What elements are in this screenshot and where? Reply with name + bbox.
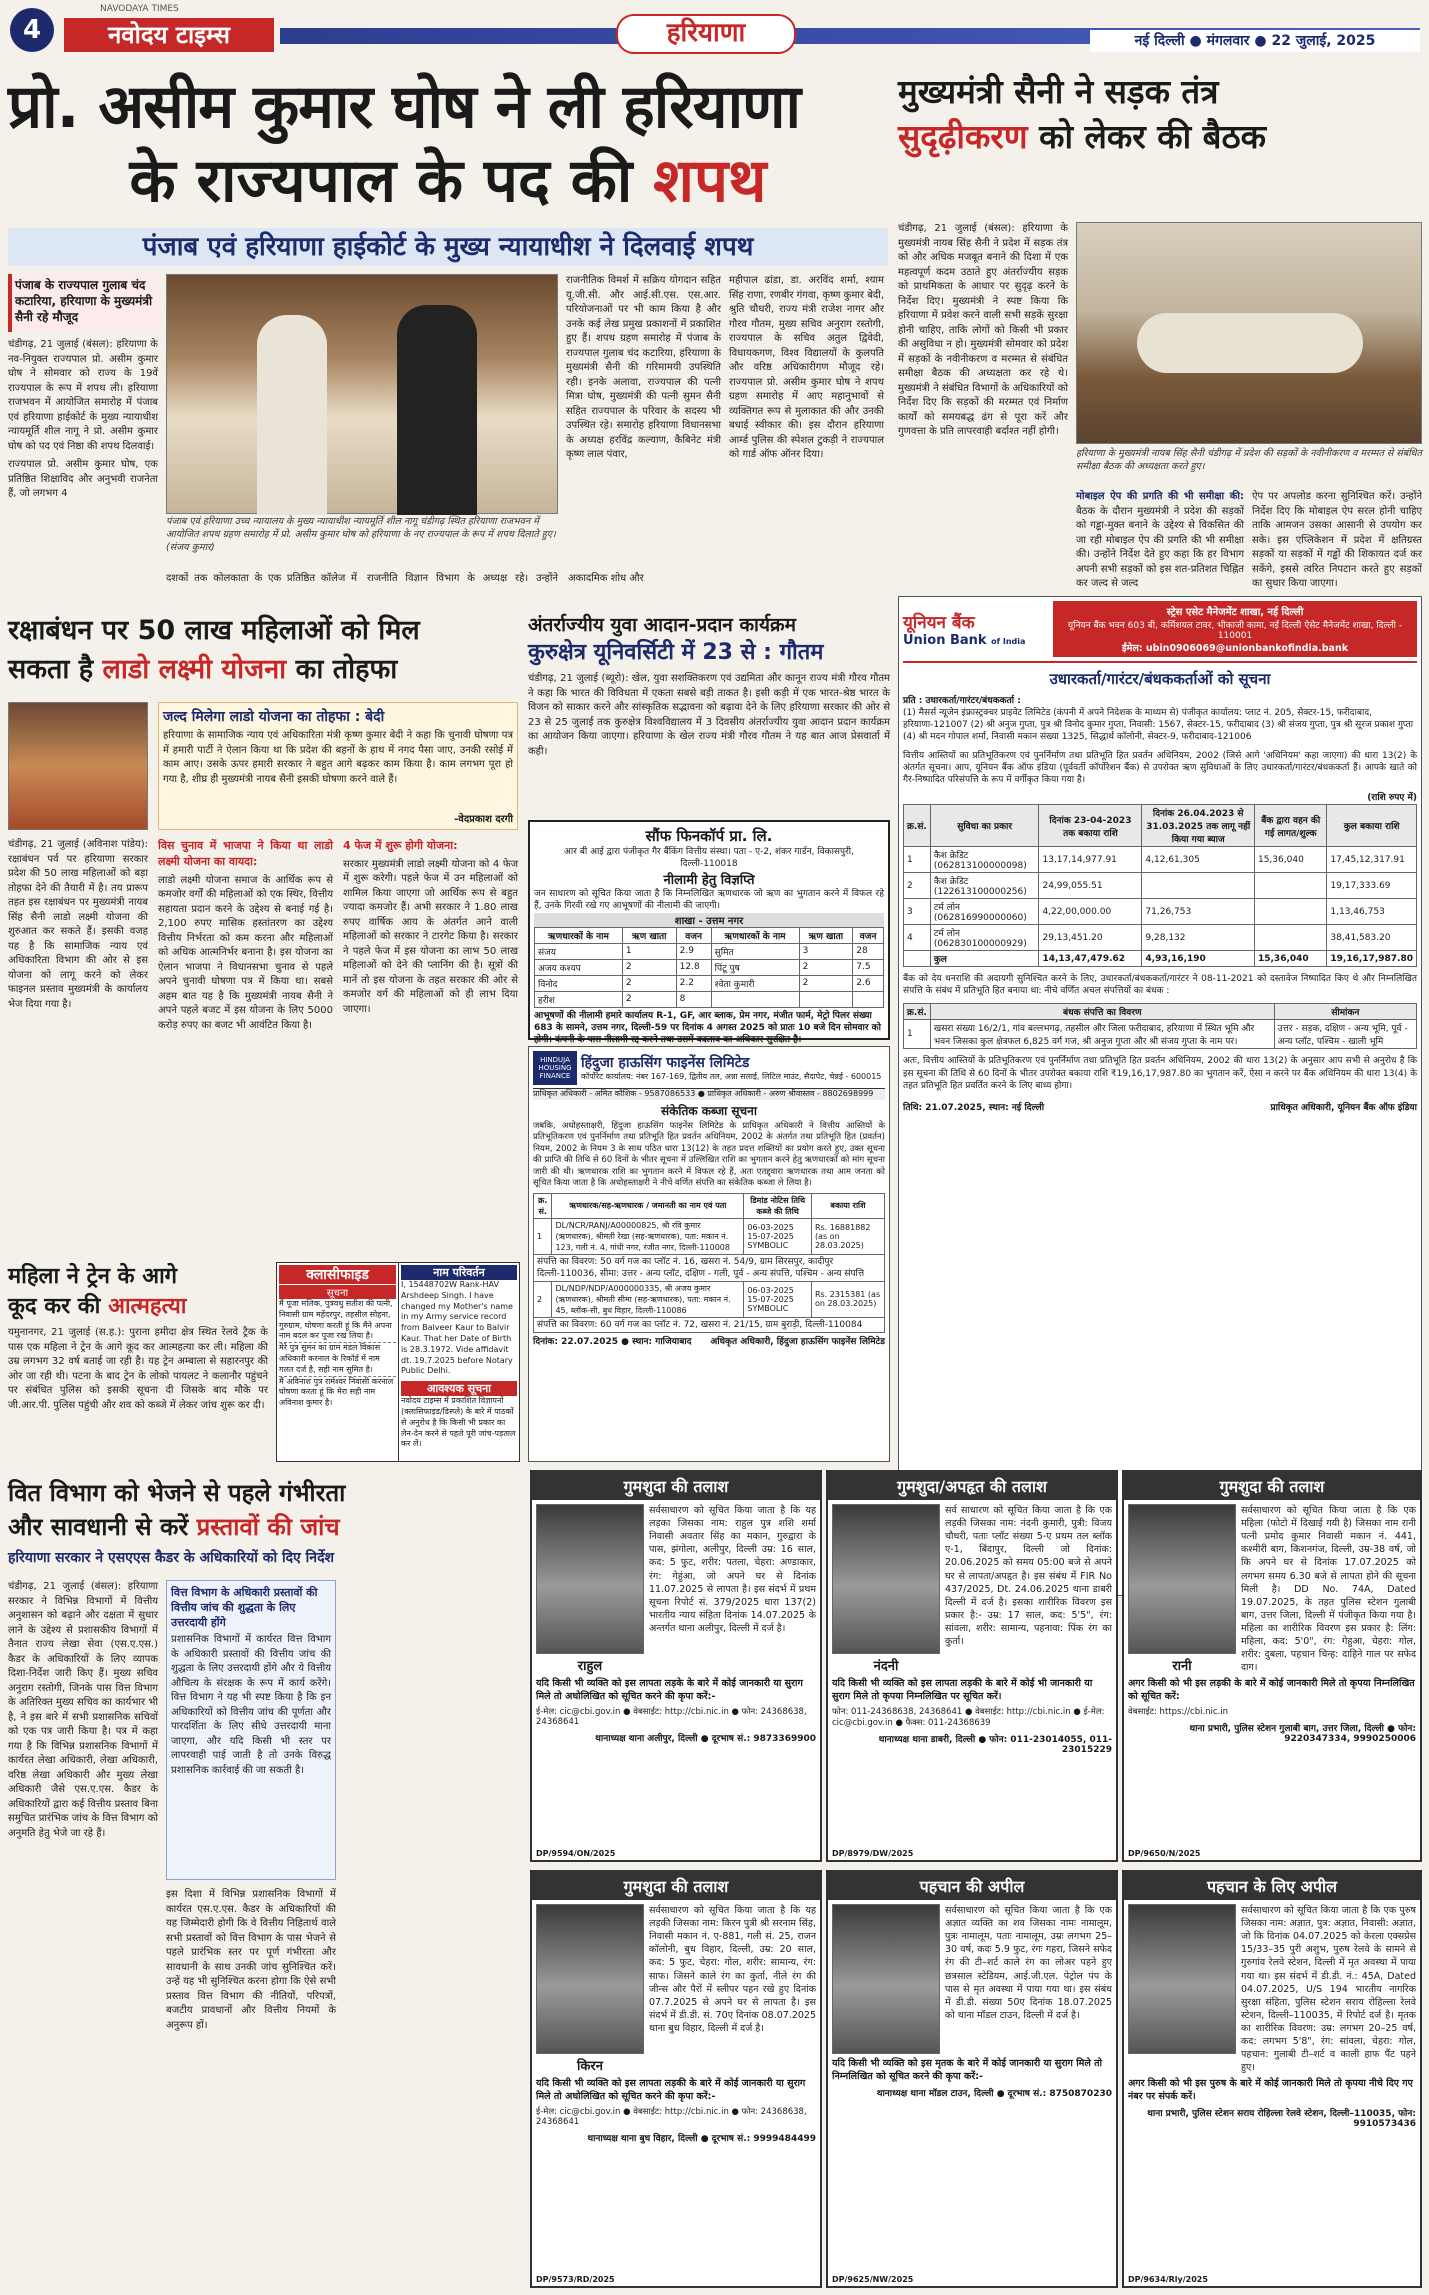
ub-cell: 4,22,00,000.00 <box>1039 899 1142 925</box>
ub-cell: कुल <box>930 951 1039 967</box>
hinduja-title: हिंदुजा हाऊसिंग फाइनेंस लिमिटेड <box>581 1055 750 1072</box>
lado-body-2 <box>158 838 333 1248</box>
sonth-cell <box>799 991 853 1007</box>
brand-logo: नवोदय टाइम्स <box>64 18 274 52</box>
ub-sched-header: क्र.सं. <box>904 1004 931 1020</box>
ub-col-header: बैंक द्वारा वहन की गई लागत/शुल्क <box>1254 805 1326 847</box>
missing-ad-contact: फोन: 011-24368638, 24368641 ● वेबसाईट: http://cbi.nic.in ● ई-मेल: cic@cbi.gov.in ● फैक्स: 011-24368639 <box>832 1706 1105 1728</box>
oath-photo <box>166 274 558 514</box>
ub-cell: 24,99,055.51 <box>1039 873 1142 899</box>
ub-cell: 9,28,132 <box>1142 925 1255 951</box>
table-row <box>535 991 884 1007</box>
missing-person-name: राहुल <box>577 1659 603 1674</box>
cm-sub-lead: मोबाइल ऐप की प्रगति की भी समीक्षा की: <box>1076 491 1244 502</box>
lado-photo <box>8 702 148 830</box>
table-row <box>535 975 884 991</box>
missing-person-photo <box>832 1504 940 1654</box>
ub-cell: 15,36,040 <box>1254 847 1326 873</box>
lado-headline-2c: का तोहफा <box>295 654 398 685</box>
lead-body-1 <box>8 338 158 598</box>
sonth-cell: 2.6 <box>853 975 884 991</box>
hinduja-header: डिमांड नोटिस तिथि कब्जे की तिथि <box>744 1193 812 1218</box>
hinduja-logo: HINDUJA HOUSING FINANCE <box>533 1051 577 1085</box>
sonth-cell: 2 <box>799 959 853 975</box>
cm-road-story <box>898 70 1422 590</box>
sonth-cell: अजय कश्यप <box>535 959 623 975</box>
sonth-header: वजन <box>853 927 884 943</box>
hinduja-contacts: प्राधिकृत अधिकारी - अमित कौशिक - 9587086533 ● प्राधिकृत अधिकारी - अरुण श्रीवास्तव - 8802698999 <box>533 1089 885 1100</box>
sonth-cell: संजय <box>535 943 623 959</box>
sonth-header: ऋण खाता <box>799 927 853 943</box>
sonth-table <box>534 927 884 1008</box>
hinduja-notice <box>528 1046 890 1462</box>
missing-ad-station: थानाध्यक्ष थाना मॉडल टाउन, दिल्ली ● दूरभाष सं.: 8750870230 <box>876 2088 1112 2099</box>
ub-cell: टर्म लोन (062816990000060) <box>930 899 1039 925</box>
missing-person-photo <box>536 1504 644 1654</box>
lead-highlight: पंजाब के राज्यपाल गुलाब चंद कटारिया, हरियाणा के मुख्यमंत्री सैनी रहे मौजूद <box>8 274 158 332</box>
union-bank-to: प्रति : उधारकर्ता/गारंटर/बंधककर्ता : <box>903 696 1021 706</box>
sonth-cell: हरीश <box>535 991 623 1007</box>
sonth-header: ऋणधारकों के नाम <box>535 927 623 943</box>
hinduja-cell: DL/NCR/RANJ/A00000825, श्री रवि कुमार (ऋणधारक), श्रीमती रेखा (सह-ऋणधारक), पता: मकान नं. 123, गली नं. 4, गांधी नगर, रंजीत नगर, दिल्ली-110008 <box>552 1218 744 1254</box>
hinduja-date: दिनांक: 22.07.2025 ● स्थान: गाजियाबाद <box>533 1337 692 1348</box>
hinduja-notice-title: संकेतिक कब्जा सूचना <box>661 1103 757 1118</box>
hinduja-cell: 06-03-2025 15-07-2025 SYMBOLIC <box>744 1281 812 1317</box>
ub-cell: 2 <box>904 873 931 899</box>
missing-ad-appeal: अगर किसी को भी इस लड़की के बारे में कोई जानकारी मिले तो कृपया निम्नलिखित को सूचित करें: <box>1128 1678 1415 1703</box>
missing-ad-contact: ई-मेल: cic@cbi.gov.in ● वेबसाईट: http://cbi.nic.in ● फोन: 24368638, 24368641 <box>536 1706 807 1727</box>
table-row <box>904 951 1417 967</box>
important-notice-body: नवोदय टाइम्स में प्रकाशित विज्ञापनों (क्लासिफाइड/डिस्प्ले) के बारे में पाठकों से अनुरोध है कि किसी भी प्रकार का लेन-देन करने से पहले पूरी जांच-पड़ताल कर लें। <box>401 1396 516 1449</box>
sonth-cell: 1 <box>622 943 676 959</box>
missing-ad-body: सर्वसाधारण को सूचित किया जाता है कि एक महिला (फोटो में दिखाई गयी है) जिसका नाम रानी पत्नी प्रमोद कुमार निवासी मकान नं. 441, कश्मीरी बाग, किशनगंज, दिल्ली, उम्र-38 वर्ष, जो कि अपने घर से दिनांक 17.07.2025 को लगभग समय 6.30 बजे से लापता होने की सूचना मिली है। DD No. 74A, Dated 19.07.2025, के तहत पुलिस स्टेशन गुलाबी बाग, उत्तर जिला, दिल्ली में पंजीकृत किया गया है। महिला का शारीरिक विवरण इस प्रकार है: लिंग: महिला, कद: 5'0", रंग: गेहुआ, चेहरा: गोल, शरीर: दुबला, पहचान चिन्ह: दाहिने गाल पर सफेद दाग। <box>1241 1505 1416 1674</box>
missing-person-photo <box>536 1904 644 2054</box>
classified-section <box>276 1262 520 1462</box>
ub-col-header: दिनांक 23-04-2023 तक बकाया राशि <box>1039 805 1142 847</box>
union-bank-brand: यूनियन बैंक <box>903 613 975 633</box>
hinduja-cell: Rs. 16881882 (as on 28.03.2025) <box>811 1218 884 1254</box>
missing-ad-title: गुमशुदा की तलाश <box>1124 1472 1420 1500</box>
union-bank-notice <box>898 596 1422 1596</box>
classified-subtitle: सूचना <box>279 1285 396 1299</box>
sonth-cell: पिंटू पुष <box>711 959 799 975</box>
section-label: हरियाणा <box>616 14 796 54</box>
finance-body-1: चंडीगढ़, 21 जुलाई (बंसल): हरियाणा सरकार ने विभिन्न विभागों में वित्तीय अनुशासन को बढ़ाने और दक्षता में सुधार लाने के उद्देश्य से प्रशासकीय विभागों में तैनात राज्य लेखा सेवा (एस.ए.एस.) कैडर के अधिकारियों के लिए व्यापक दिशा-निर्देश जारी किए हैं। मुख्य सचिव अनुराग रस्तोगी, जिनके पास वित्त विभाग के अतिरिक्त मुख्य सचिव का कार्यभार भी है, ने इस बारे में सभी प्रशासनिक सचिवों को एक पत्र जारी किया है। पत्र में कहा गया है कि विभिन्न प्रशासनिक विभागों में कार्यरत लेखा अधिकारी, लेखा अधिकारी, वरिष्ठ लेखा अधिकारी और मुख्य लेखा अधिकारी जैसे एस.ए.एस. कैडर के अधिकारियों द्वारा कई वित्तीय प्रस्ताव बिना समुचित प्रारंभिक जांच के वित्त विभाग को अनुमति हेतु भेजे जा रहे हैं। <box>8 1581 158 1839</box>
hinduja-cell: 06-03-2025 15-07-2025 SYMBOLIC <box>744 1218 812 1254</box>
lado-quote-box <box>158 702 518 830</box>
hinduja-cell: Rs. 2315381 (as on 28.03.2025) <box>811 1281 884 1317</box>
train-body: यमुनानगर, 21 जुलाई (स.ह.): पुराना हमीदा क्षेत्र स्थित रेलवे ट्रैक के पास एक महिला ने ट्रेन के आगे कूद कर आत्महत्या कर ली। महिला की उम्र लगभग 32 वर्ष बताई जा रही है। यह ट्रेन अम्बाला से सहारनपुर की ओर जा रही थी। पटना के बाद ट्रेन के लोको पायलट ने कलानौर पहुंचने पर संबंधित पुलिस को इसकी सूचना दी जिसके बाद मौके पर जी.आर.पी. पुलिस पहुंची और शव को कब्जे में लेकर जांच शुरू कर दी। <box>8 1327 268 1411</box>
missing-ad-contact: वेबसाईट: https://cbi.nic.in <box>1128 1707 1229 1718</box>
sonth-branch: शाखा - उत्तम नगर <box>534 913 884 927</box>
table-row <box>904 873 1417 899</box>
name-change-body: I, 15448702W Rank-HAV Arshdeep Singh. I have changed my Mother's name in my Army service record from Balveer Kaur to Balvir Kaur. That her Date of Birth is 28.3.1972. Vide affidavit dt. 19.7.2025 before Notary Public Delhi. <box>401 1280 513 1376</box>
masthead <box>0 0 1429 62</box>
ub-cell: 15,36,040 <box>1254 951 1326 967</box>
ub-cell <box>1142 873 1255 899</box>
missing-person-photo <box>1128 1904 1236 2054</box>
missing-person-ad <box>530 1470 822 1862</box>
lead-story <box>8 70 888 600</box>
sonth-cell: श्वेता कुमारी <box>711 975 799 991</box>
ub-cell: 29,13,451.20 <box>1039 925 1142 951</box>
sonth-cell: 8 <box>676 991 711 1007</box>
finance-headline-2a: और सावधानी से करें <box>8 1513 189 1541</box>
lead-body-under: दशकों तक कोलकाता के एक प्रतिष्ठित कॉलेज में राजनीति विज्ञान विभाग के अध्यक्ष रहे। उन्होंने अकादमिक शोध और <box>166 573 644 584</box>
missing-person-ad <box>826 1470 1118 1862</box>
lado-quote-body: हरियाणा के सामाजिक न्याय एवं अधिकारिता मंत्री कृष्ण कुमार बेदी ने कहा कि चुनावी घोषणा पत्र में हमारी पार्टी ने ऐलान किया था कि प्रदेश की बहनों के हाथ में नगद पैसा जाए, उनकी रसोई में काम आए। उसके ऊपर हमारी सरकार ने बहुत आगे बढ़कर काम किया है। काम लगभग पूरा हो गया है, शीघ्र ही मुख्यमंत्री नायब सैनी इसकी घोषणा करने वाले हैं। <box>163 730 513 785</box>
cm-body-2-text: बैठक के दौरान मुख्यमंत्री ने प्रदेश की सड़कों को गड्ढा-मुक्त बनाने के उद्देश्य से विकसित की जा रही मोबाइल ऐप की प्रगति की भी समीक्षा की। उन्होंने निर्देश देते हुए कहा कि हर विभाग अपनी सभी सड़कों को इस शत-प्रतिशत चिह्नित कर जल्द से जल्द <box>1076 505 1244 589</box>
lado-subhead-1: विस चुनाव में भाजपा ने किया था लाडो लक्ष्मी योजना का वायदा: <box>158 839 333 868</box>
ub-cell: 19,17,333.69 <box>1327 873 1417 899</box>
missing-ad-contact: ई-मेल: cic@cbi.gov.in ● वेबसाईट: http://cbi.nic.in ● फोन: 24368638, 24368641 <box>536 2106 807 2127</box>
lado-headline-1: रक्षाबंधन पर 50 लाख महिलाओं को मिल <box>8 615 420 646</box>
missing-ad-code: DP/9573/RD/2025 <box>536 2275 615 2284</box>
sonth-cell: 2 <box>622 975 676 991</box>
hinduja-cell: 1 <box>534 1218 552 1254</box>
union-bank-dues-table <box>903 804 1417 967</box>
lead-headline-2 <box>8 144 888 218</box>
hinduja-body: जबकि, अधोहस्ताक्षरी, हिंदुजा हाऊसिंग फाइनेंस लिमिटेड के प्राधिकृत अधिकारी ने वित्तीय आस्तियों के प्रतिभूतिकरण एवं पुनर्निर्माण तथा प्रतिभूति हित प्रवर्तन अधिनियम, 2002 के अंतर्गत तथा प्रतिभूति हित (प्रवर्तन) नियम, 2002 के नियम 3 के साथ पठित धारा 13(12) के तहत प्रदत्त शक्तियों का प्रयोग करते हुए, उक्त सूचना की प्राप्ति की तिथि से 60 दिनों के भीतर सूचना में उल्लिखित राशि का भुगतान करने हेतु ऋणधारकों को मांग सूचना जारी की थी। ऋणधारक राशि का भुगतान करने में विफल रहे हैं, अतः एतद्द्वारा ऋणधारक तथा आम जनता को सूचित किया जाता है कि अधोहस्ताक्षरी ने नीचे वर्णित संपत्ति का संकेतिक कब्जा ले लिया है। <box>533 1120 885 1189</box>
lead-body-1a: चंडीगढ़, 21 जुलाई (बंसल): हरियाणा के नव-नियुक्त राज्यपाल प्रो. असीम कुमार घोष ने सोमवार को राज्य के 19वें राज्यपाल के रूप में शपथ ली। हरियाणा राजभवन में आयोजित समारोह में पंजाब एवं हरियाणा हाईकोर्ट के मुख्य न्यायाधीश न्यायमूर्ति शील नागू ने प्रो. असीम कुमार घोष को पद एवं निष्ठा की शपथ दिलवाई। <box>8 339 158 452</box>
sonth-cell: 2.9 <box>676 943 711 959</box>
missing-ad-appeal: अगर किसी को भी इस पुरुष के बारे में कोई जानकारी मिले तो कृपया नीचे दिए गए नंबर पर संपर्क करें। <box>1128 2078 1413 2103</box>
ub-cell: 4,93,16,190 <box>1142 951 1255 967</box>
ub-cell: 14,13,47,479.62 <box>1039 951 1142 967</box>
missing-ad-station: थानाध्यक्ष थाना डाबरी, दिल्ली ● फोन: 011-23014055, 011-23015229 <box>878 1734 1112 1755</box>
missing-ad-code: DP/8979/DW/2025 <box>832 1849 914 1858</box>
important-notice-title: आवश्यक सूचना <box>401 1381 517 1396</box>
union-bank-closing: अतः, वित्तीय आस्तियों के प्रतिभूतिकरण एवं पुनर्निर्माण तथा प्रतिभूति हित प्रवर्तन अधिनियम, 2002 की धारा 13(2) के अनुसार आप सभी से अनुरोध है कि इस सूचना की तिथि से 60 दिनों के भीतर उपरोक्त बकाया राशि ₹19,16,17,987.80 का भुगतान करें, ऐसा न करने पर बैंक अधिनियम की धारा 13(4) के तहत प्रतिभूति हित प्रवर्तित करने के लिए बाध्य होगा। <box>903 1056 1417 1091</box>
classified-title: क्लासीफाइड <box>279 1265 396 1284</box>
hinduja-office: कॉर्पोरेट कार्यालय: नंबर 167-169, द्वितीय तल, अन्ना सलाई, लिटिल माउंट, सैदापेट, चेन्नई - 600015 <box>581 1072 882 1082</box>
ub-cell: 1 <box>904 847 931 873</box>
cm-headline-1: मुख्यमंत्री सैनी ने सड़क तंत्र <box>898 72 1219 111</box>
table-row <box>535 943 884 959</box>
lado-headline-2b: लाडो लक्ष्मी योजना <box>102 654 287 685</box>
classified-item-2: मेरे पुत्र सुमन का ग्राम मंडल विकास अधिकारी करनाल के रिकॉर्ड में नाम गलत दर्ज है, सही नाम सुमित है। <box>279 1343 396 1376</box>
sonth-cell: 7.5 <box>853 959 884 975</box>
missing-ad-code: DP/9634/Rly/2025 <box>1128 2275 1208 2284</box>
ub-cell: 1,13,46,753 <box>1327 899 1417 925</box>
ub-col-header: क्र.सं. <box>904 805 931 847</box>
train-headline-1: महिला ने ट्रेन के आगे <box>8 1264 178 1289</box>
table-row <box>904 925 1417 951</box>
missing-ad-title: गुमशुदा की तलाश <box>532 1472 820 1500</box>
missing-ad-appeal: यदि किसी भी व्यक्ति को इस मृतक के बारे में कोई जानकारी या सुराग मिले तो निम्नलिखित को सूचित करने की कृपा करें:- <box>832 2058 1102 2082</box>
union-bank-footer: बैंक को देय धनराशि की अदायगी सुनिश्चित करने के लिए, उधारकर्ता/बंधककर्ता/गारंटर ने 08-11-2021 को दस्तावेज निष्पादित किए थे और निम्नलिखित संपत्ति के संबंध में प्रतिभूति हित बनाया था: नीचे वर्णित अचल संपत्तियों का बंधक : <box>903 974 1417 997</box>
missing-ad-code: DP/9594/ON/2025 <box>536 1849 616 1858</box>
missing-ad-code: DP/9650/N/2025 <box>1128 1849 1201 1858</box>
union-bank-body: वित्तीय आस्तियों का प्रतिभूतिकरण एवं पुनर्निर्माण तथा प्रतिभूति हित प्रवर्तन अधिनियम, 2002 (जिसे आगे 'अधिनियम' कहा जाएगा) की धारा 13(2) के अंतर्गत सूचना। आप, यूनियन बैंक ऑफ इंडिया (पूर्ववर्ती कॉर्पोरेशन बैंक) से उपरोक्त ऋण सुविधाओं के लिए उधारकर्ता/गारंटर/बंधककर्ता हैं। आपके खाते को गैर-निष्पादित परिसंपत्ति के रूप में वर्गीकृत किया गया है। <box>903 750 1417 785</box>
hinduja-table <box>533 1193 885 1333</box>
sonth-header: वजन <box>676 927 711 943</box>
sonth-header: ऋणधारकों के नाम <box>711 927 799 943</box>
missing-ad-body: सर्वसाधारण को सूचित किया जाता है कि यह लड़की जिसका नाम: किरन पुत्री श्री सरनाम सिंह, निवासी मकान नं. ए-881, गली सं. 25, राजन कॉलोनी, बुध विहार, दिल्ली, उम्र: 20 साल, कद: 5 फुट, चेहरा: गोल, शरीर: सामान्य, रंग: साफ। जिसने काले रंग का कुर्ता, नीले रंग की जीन्स और पैरों में स्लीपर पहन रखे हुए दिनांक 07.7.2025 से अपने घर से लापता है। इस संदर्भ में डी.डी. सं. 70ए दिनांक 08.07.2025 थाना बुध विहार, दिल्ली में दर्ज है। <box>649 1905 816 2034</box>
sonth-cell: 28 <box>853 943 884 959</box>
missing-ad-body: सर्व साधारण को सूचित किया जाता है कि एक लड़की जिसका नाम: नंदनी कुमारी, पुत्री: विजय चौधरी, पताः प्लॉट संख्या 5-ए प्रथम तल ब्लॉक ए-1, बिंदापुर, दिल्ली जो दिनांक: 20.06.2025 को समय 05:00 बजे से अपने घर से लापता/अपहृत है। इस संबंध में FIR No 437/2025, Dt. 24.06.2025 थाना डाबरी दिल्ली में दर्ज है। इसका शारीरिक विवरण इस प्रकार है:- उम्र: 17 साल, कद: 5'5", रंग: सांवला, शरीर: सामान्य, पहनावा: पिंक रंग का कुर्ता। <box>945 1505 1112 1648</box>
union-bank-email: ईमेल: ubin0906069@unionbankofindia.bank <box>1121 643 1349 654</box>
finance-story <box>8 1476 518 2288</box>
youth-story <box>528 612 890 812</box>
lead-body-3: महीपाल ढांडा, डा. अरविंद शर्मा, श्याम सिंह राणा, रणबीर गंगवा, कृष्ण कुमार बेदी, श्रुति चौधरी, राज्य मंत्री राजेश नागर और गौरव गौतम, मुख्य सचिव अनुराग रस्तोगी, राज्यपाल के सचिव अतुल द्विवेदी, विधायकगण, विश्व विद्यालयों के कुलपति और वरिष्ठ अधिकारीगण मौजूद रहे। राज्यपाल प्रो. असीम कुमार घोष ने शपथ ग्रहण समारोह में आए महानुभावों से व्यक्तिगत रूप से मुलाकात की और उनकी बधाई स्वीकार की। इस दौरान हरियाणा आर्म्ड पुलिस की स्पेशल टुकड़ी ने राज्यपाल को गार्ड ऑफ ऑनर दिया। <box>729 275 884 460</box>
union-bank-schedule-table <box>903 1003 1417 1049</box>
missing-person-name: रानी <box>1172 1659 1192 1674</box>
cm-headline-2 <box>898 114 1422 160</box>
lead-headline-2a: के राज्यपाल के पद की <box>129 146 633 216</box>
ub-sched-header: सीमांकन <box>1274 1004 1416 1020</box>
youth-headline-2: कुरुक्षेत्र यूनिवर्सिटी में 23 से : गौतम <box>528 640 824 665</box>
train-story <box>8 1262 268 1462</box>
table-row <box>904 847 1417 873</box>
missing-ad-body: सर्वसाधारण को सूचित किया जाता है कि एक अज्ञात व्यक्ति का शव जिसका नामः नामालूम, पुत्रः नामालूम, पताः नामालूम, उम्रः लगभग 25–30 वर्ष, कदः 5.9 फुट, रंगः गहरा, जिसने सफेद रंग की टी–शर्ट काले रंग का लोअर पहने हुए छत्रसाल स्टेडियम, आई.जी.एल. पेट्रोल पंप के पास से मृत अवस्था में पाया गया था। इस संबंध में डी.डी. संख्या 50ए दिनांक 18.07.2025 को थाना मॉडल टाउन, दिल्ली में दर्ज है। <box>945 1905 1112 2021</box>
union-bank-parties: (1) मैसर्स न्यूजेन इंफ्रास्ट्रक्चर प्राइवेट लिमिटेड (कंपनी में अपने निदेशक के माध्यम से) पंजीकृत कार्यालय: प्लाट नं. 205, सेक्टर-15, फरीदाबाद, हरियाणा-121007 (2) श्री अनुज गुप्ता, पुत्र श्री विनोद कुमार गुप्ता, निवासी: 1567, सेक्टर-15, फरीदाबाद (3) श्री संजय गुप्ता, पुत्र श्री सूरज प्रकाश गुप्ता (4) श्री मदन गोपाल शर्मा, निवासी मकान संख्या 1325, सिद्धार्थ कॉलोनी, सेक्टर-9, फरीदाबाद-121006 <box>903 708 1414 743</box>
dateline: नई दिल्ली ● मंगलवार ● 22 जुलाई, 2025 <box>1090 30 1420 52</box>
classified-item-3: मैं अविनाश पुत्र रामेश्वर निवासी करनाल घोषणा करता हूं कि मेरा सही नाम अविनाश कुमार है। <box>279 1376 394 1408</box>
union-bank-notice-title: उधारकर्ता/गारंटर/बंधककर्ताओं को सूचना <box>1049 670 1271 688</box>
missing-ad-station: थाना प्रभारी, पुलिस स्टेशन गुलाबी बाग, उत्तर जिला, दिल्ली ● फोन: 9220347334, 9990250006 <box>1189 1724 1416 1745</box>
classified-item-1: मैं पूजा मलिक, पुत्रवधु सतीश की पत्नी, निवासी ग्राम महेंदरपुर, तहसील सोहना, गुरुग्राम, घोषणा करती हूं कि मैंने अपना नाम बदल कर पूजा रख लिया है। <box>279 1299 396 1343</box>
sonth-cell: 2 <box>622 959 676 975</box>
finance-box <box>166 1580 336 1880</box>
ub-cell: 19,16,17,987.80 <box>1327 951 1417 967</box>
ub-cell: 17,45,12,317.91 <box>1327 847 1417 873</box>
ub-cell: 71,26,753 <box>1142 899 1255 925</box>
missing-ad-title: गुमशुदा/अपहृत की तलाश <box>828 1472 1116 1500</box>
sonth-footer: आभूषणों की नीलामी हमारे कार्यालय R-1, GF, आर ब्लाक, प्रेम नगर, मंजीत फार्म, मेट्रो पिलर संख्या 683 के सामने, उत्तम नगर, दिल्ली-59 पर दिनांक 4 अगस्त 2025 को प्रातः 10 बजे दिन सोमवार को होगी। कंपनी के पास नीलामी रद्द करने तथा उसमें बदलाव का अधिकार सुरक्षित है। <box>534 1010 881 1045</box>
missing-person-photo <box>1128 1504 1236 1654</box>
lead-headline-1: प्रो. असीम कुमार घोष ने ली हरियाणा <box>8 72 801 142</box>
finance-headline-1: वित विभाग को भेजने से पहले गंभीरता <box>8 1479 346 1507</box>
oath-photo-caption: पंजाब एवं हरियाणा उच्च न्यायालय के मुख्य न्यायाधीश न्यायमूर्ति शील नागू चंडीगढ़ स्थित हरियाणा राजभवन में आयोजित शपथ ग्रहण समारोह में प्रो. असीम कुमार घोष को हरियाणा के नए राज्यपाल के रूप में शपथ दिलाते हुए। (संजय कुमार) <box>166 516 556 553</box>
hinduja-sign: अधिकृत अधिकारी, हिंदुजा हाऊसिंग फाइनेंस लिमिटेड <box>710 1337 885 1348</box>
cm-photo-caption: हरियाणा के मुख्यमंत्री नायब सिंह सैनी चंडीगढ़ में प्रदेश की सड़कों के नवीनीकरण व मरम्मत से संबंधित समीक्षा बैठक की अध्यक्षता करते हुए। <box>1076 448 1422 472</box>
ub-sched-cell: खसरा संख्या 16/2/1, गांव बल्लभगढ़, तहसील और जिला फरीदाबाद, हरियाणा में स्थित भूमि और भवन जिसका कुल क्षेत्रफल 6,825 वर्ग गज, श्री अनुज गुप्ता और श्री संजय गुप्ता के नाम पर। <box>930 1020 1274 1049</box>
sonth-cell: 2 <box>799 975 853 991</box>
missing-ad-station: थानाध्यक्ष थाना अलीपुर, दिल्ली ● दूरभाष सं.: 9873369900 <box>595 1733 816 1744</box>
sonth-intro: जन साधारण को सूचित किया जाता है कि निम्नलिखित ऋणधारक जो ऋण का भुगतान करने में विफल रहे हैं, उनके गिरवी रखे गए आभूषणों की नीलामी की जाएगी। <box>534 889 884 912</box>
missing-person-name: किरन <box>577 2059 603 2074</box>
union-bank-branch: स्ट्रेस एसेट मैनेजमेंट शाखा, नई दिल्ली <box>1166 607 1304 618</box>
lado-subhead-2: 4 फेज में शुरू होगी योजना: <box>343 839 458 852</box>
missing-ad-appeal: यदि किसी भी व्यक्ति को इस लापता लड़की के बारे में कोई भी जानकारी या सुराग मिले तो कृपया निम्नलिखित पर सूचित करें। <box>832 1678 1093 1702</box>
union-bank-table-unit: (राशि रुपए में) <box>1367 792 1417 803</box>
ub-cell: 13,17,14,977.91 <box>1039 847 1142 873</box>
lado-body-1: चंडीगढ़, 21 जुलाई (अविनाश पांडेय): रक्षाबंधन पर्व पर हरियाणा सरकार प्रदेश की 50 लाख महिलाओं को बड़ा तोहफा देने की तैयारी में है। तय प्रारूप तहत इस रक्षाबंधन पर मुख्यमंत्री नायब सिंह सैनी लाडो लक्ष्मी योजना की शुरुआत कर सकते हैं। इसकी वजह यह है कि सामाजिक न्याय एवं अधिकारिता विभाग की ओर से इस योजना को लागू करने को लेकर फाइनल प्रस्ताव मुख्यमंत्री के कार्यालय भेज दिया गया है। <box>8 839 148 1010</box>
page-number: 4 <box>10 8 54 52</box>
cm-body-3: ऐप पर अपलोड करना सुनिश्चित करें। उन्होंने निर्देश दिए कि मोबाइल ऐप सरल होनी चाहिए ताकि आमजन उसका आसानी से उपयोग कर सके। इस एप्लिकेशन में प्रदेश में क्षतिग्रस्त सड़कों या सड़कों में गड्ढों की शिकायत दर्ज कर सकेंगे, इससे त्वरित निपटान करते हुए सड़कों का सुधार किया जाएगा। <box>1252 491 1422 589</box>
missing-person-ad <box>826 1870 1118 2288</box>
hinduja-property-2: संपत्ति का विवरण: 60 वर्ग गज का प्लॉट नं. 72, खसरा नं. 21/15, ग्राम बुराड़ी, दिल्ली-110084 <box>534 1317 885 1332</box>
missing-ad-body: सर्वसाधारण को सूचित किया जाता है कि एक पुरुष जिसका नाम: अज्ञात, पुत्र: अज्ञात, निवासी: अज्ञात, जो कि दिनांक 04.07.2025 को केरला एक्सप्रेस 15/33–35 पुरी अशुभ, पुरुष रेलवे के सामने से गुरुगांव रेलवे स्टेशन, दिल्ली में मृत अवस्था में पाया गया था। इस संदर्भ में डी.डी. नं.: 45A, Dated 04.07.2025, U/S 194 भारतीय नागरिक सुरक्षा संहिता, पुलिस स्टेशन सराय रोहिल्ला रेलवे स्टेशन, दिल्ली–110035, में रिपोर्ट दर्ज है। मृतक का शारीरिक विवरण: उम्र: लगभग 20–25 वर्ष, कद: लगभग 5'8", रंग: सांवला, चेहरा: गोल, पहचान: गुलाबी टी–शर्ट व काली हाफ पैंट पहने हुए। <box>1241 1905 1416 2074</box>
missing-person-ad <box>1122 1470 1422 1862</box>
cm-body: चंडीगढ़, 21 जुलाई (बंसल): हरियाणा के मुख्यमंत्री नायब सिंह सैनी ने प्रदेश में सड़क तंत्र को और अधिक मजबूत बनाने की दिशा में एक महत्वपूर्ण कदम उठाते हुए अंतर्राज्यीय सड़क को प्राथमिकता के आधार पर सुदृढ़ करने के निर्देश दिए। मुख्यमंत्री ने स्पष्ट किया कि हरियाणा में प्रवेश करने वाली सभी सड़कें सुरक्षा होनी चाहिए, ताकि लोगों को किसी भी प्रकार की असुविधा न हो। मुख्यमंत्री सोमवार को प्रदेश में सड़कों के नवीनीकरण व मरम्मत से संबंधित समीक्षा बैठक की अध्यक्षता कर रहे थे। मुख्यमंत्री ने संबंधित विभागों के अधिकारियों को निर्देश दिए कि सड़कों की मरम्मत एवं निर्माण कार्यों को समयबद्ध ढंग से पूरा करें और गुणवत्ता के प्रति लापरवाही बर्दाश्त नहीं होगी। <box>898 223 1068 437</box>
sonth-cell: 12.8 <box>676 959 711 975</box>
lead-body-1b: राज्यपाल प्रो. असीम कुमार घोष, एक प्रतिष्ठित शिक्षाविद और अनुभवी राजनेता हैं, जो लगभग 4 <box>8 459 158 499</box>
sonth-auction-ad <box>528 820 890 1045</box>
ub-cell <box>904 951 931 967</box>
missing-ad-appeal: यदि किसी भी व्यक्ति को इस लापता लड़के के बारे में कोई जानकारी या सुराग मिले तो अधोलिखित को सूचित करने की कृपा करें:- <box>536 1678 803 1702</box>
ub-sched-cell: उत्तर - सड़क, दक्षिण - अन्य भूमि, पूर्व - अन्य प्लॉट, पश्चिम - खाली भूमि <box>1274 1020 1416 1049</box>
sonth-cell <box>853 991 884 1007</box>
sonth-header: ऋण खाता <box>622 927 676 943</box>
hinduja-header: क्र. सं. <box>534 1193 552 1218</box>
ub-cell: 3 <box>904 899 931 925</box>
union-bank-brand-en: Union Bank <box>903 633 987 648</box>
sonth-cell: 3 <box>799 943 853 959</box>
missing-ad-body: सर्वसाधारण को सूचित किया जाता है कि यह लड़का जिसका नाम: राहुल पुत्र शशि शर्मा निवासी अवतार सिंह का मकान, गुरुद्वारा के पास, झंगोला, अलीपुर, दिल्ली उम्र: 16 साल, कद: 5 फुट, शरीर: पतला, चेहरा: अण्डाकार, रंग: गेहुंआ, जो अपने घर से दिनांक 11.07.2025 से लापता है। इस संदर्भ में प्रथम सूचना रिपोर्ट सं. 379/2025 धारा 137(2) भारतीय न्याय संहिता दिनांक 14.07.2025 के अन्तर्गत थाना अलीपुर, दिल्ली में दर्ज है। <box>649 1505 816 1634</box>
table-row <box>904 899 1417 925</box>
lead-headline-2b: शपथ <box>653 146 767 216</box>
train-headline-2b: आत्महत्या <box>108 1294 187 1319</box>
missing-person-ad <box>1122 1870 1422 2288</box>
sonth-cell: सुमित <box>711 943 799 959</box>
lado-quote-title: जल्द मिलेगा लाडो योजना का तोहफा : बेदी <box>163 709 385 725</box>
missing-ad-title: पहचान के लिए अपील <box>1124 1872 1420 1900</box>
union-bank-place: तिथि: 21.07.2025, स्थान: नई दिल्ली <box>903 1102 1045 1113</box>
ub-cell: कैश क्रेडिट (062813100000098) <box>930 847 1039 873</box>
hinduja-cell: DL/NDP/NDP/A000000335, श्री अजय कुमार (ऋणधारक), श्रीमती सीमा (सह-ऋणधारक), पता: मकान नं. 45, ब्लॉक-सी, बुध विहार, दिल्ली-110086 <box>552 1281 744 1317</box>
missing-persons-grid <box>530 1470 1422 2288</box>
hinduja-header: बकाया राशि <box>811 1193 884 1218</box>
ub-sched-header: बंधक संपत्ति का विवरण <box>930 1004 1274 1020</box>
train-headline-2a: कूद कर की <box>8 1294 101 1319</box>
ub-cell <box>1254 873 1326 899</box>
finance-subhead: हरियाणा सरकार ने एसएएस कैडर के अधिकारियों को दिए निर्देश <box>8 1550 335 1566</box>
missing-person-ad <box>530 1870 822 2288</box>
finance-box-body: प्रशासनिक विभागों में कार्यरत वित्त विभाग के अधिकारी प्रस्तावों की वित्तीय जांच की शुद्धता के लिए उत्तरदायी होंगे और ये वित्तीय औचित्य के संरक्षक के रूप में कार्य करेंगे। वित्त विभाग ने यह भी स्पष्ट किया है कि इन अधिकारियों को वित्तीय जांच की पूर्णता और पारदर्शिता के लिए सीधे उत्तरदायी माना जाएगा, और यदि किसी भी स्तर पर लापरवाही पाई जाती है तो उनके विरुद्ध प्रशासनिक कार्रवाई की जा सकती है। <box>171 1634 331 1776</box>
ub-col-header: सुविधा का प्रकार <box>930 805 1039 847</box>
ub-cell <box>1254 925 1326 951</box>
hinduja-header: ऋणधारक/सह-ऋणधारक / जमानती का नाम एवं पता <box>552 1193 744 1218</box>
hinduja-property-1: संपत्ति का विवरण: 50 वर्ग गज का प्लॉट नं. 16, खसरा नं. 54/9, ग्राम सिरसपुर, कादीपुर दिल्ली-110036, सीमा: उत्तर - अन्य प्लॉट, दक्षिण - गली, पूर्व - अन्य संपत्ति, पश्चिम - अन्य संपत्ति <box>534 1254 885 1281</box>
lado-story <box>8 612 518 1252</box>
missing-person-photo <box>832 1904 940 2054</box>
sonth-cell: 2 <box>622 991 676 1007</box>
ub-cell: 4 <box>904 925 931 951</box>
lead-subhead: पंजाब एवं हरियाणा हाईकोर्ट के मुख्य न्यायाधीश ने दिलवाई शपथ <box>8 228 888 266</box>
sonth-cell: विनोद <box>535 975 623 991</box>
union-bank-logo <box>903 610 1053 648</box>
ub-col-header: कुल बकाया राशि <box>1327 805 1417 847</box>
table-row <box>535 959 884 975</box>
lead-body-2: राजनीतिक विमर्श में सक्रिय योगदान सहित यू.जी.सी. और आई.सी.एस. एस.आर. परियोजनाओं पर भी काम किया है और उनके कई लेख प्रमुख प्रकाशनों में प्रकाशित हुए हैं। शपथ ग्रहण समारोह में पंजाब के राज्यपाल गुलाब चंद कटारिया, हरियाणा के मुख्यमंत्री सैनी की गरिमामयी उपस्थिति रही। इनके अलावा, राज्यपाल की पत्नी मित्रा घोष, मुख्यमंत्री की पत्नी सुमन सैनी सहित राज्यपाल के परिवार के सदस्य भी उपस्थित रहे। समारोह हरियाणा विधानसभा के अध्यक्ष हरविंद्र कल्याण, कैबिनेट मंत्री कृष्ण लाल पंवार, <box>566 275 721 460</box>
union-bank-address: यूनियन बैंक भवन 603 बी, कर्मिशयल टावर, भीकाजी कामा, नई दिल्ली ऐसेट मैनेजमेंट शाखा, दिल्ली - 110001 <box>1067 621 1403 641</box>
ub-sched-cell: 1 <box>904 1020 931 1049</box>
missing-person-name: नंदनी <box>873 1659 899 1674</box>
finance-body-2: इस दिशा में विभिन्न प्रशासनिक विभागों में कार्यरत एस.ए.एस. कैडर के अधिकारियों की यह जिम्मेदारी होगी कि वे वित्तीय निहितार्थ वाले सभी प्रस्तावों को वित्त विभाग के पास भेजने से पहले प्रारंभिक स्तर पर पूर्ण गंभीरता और सावधानी के साथ उनकी जांच सुनिश्चित करें। उन्हें यह भी सुनिश्चित करना होगा कि ऐसे सभी प्रस्ताव वित्त विभाग की नीतियों, परिपत्रों, बजटीय प्रावधानों और वित्तीय नियमों के अनुरूप हों। <box>166 1889 336 2031</box>
ub-col-header: दिनांक 26.04.2023 से 31.03.2025 तक लागू नहीं किया गया ब्याज <box>1142 805 1255 847</box>
missing-ad-title: पहचान की अपील <box>828 1872 1116 1900</box>
lado-quote-by: -वेदप्रकाश दरगी <box>454 814 513 825</box>
lado-headline-2 <box>8 650 518 690</box>
ub-cell <box>1254 899 1326 925</box>
ub-cell: टर्म लोन (062830100000929) <box>930 925 1039 951</box>
name-change-title: नाम परिवर्तन <box>401 1265 517 1280</box>
youth-body: चंडीगढ़, 21 जुलाई (ब्यूरो): खेल, युवा सशक्तिकरण एवं उद्यमिता और कानून राज्य मंत्री गौरव गौतम ने कहा कि भारत की विविधता में एकता सबसे बड़ी ताकत है। इसी कड़ी में एक भारत-श्रेष्ठ भारत के विजन को साकार करने और सांस्कृतिक सद्भावना को बढ़ावा देने के लिए हरियाणा सरकार की ओर से 23 से 25 जुलाई तक कुरुक्षेत्र विश्वविद्यालय में 3 दिवसीय अंतर्राज्यीय युवा आदान प्रदान कार्यक्रम का आयोजन किया जाएगा। हरियाणा के खेल राज्य मंत्री गौरव गौतम ने यह बात आज प्रेसवार्ता में कही। <box>528 673 890 757</box>
missing-ad-station: थाना प्रभारी, पुलिस स्टेशन सराय रोहिल्ला रेलवे स्टेशन, दिल्ली–110035, फोन: 9910573436 <box>1147 2109 1416 2130</box>
missing-ad-code: DP/9625/NW/2025 <box>832 2275 914 2284</box>
lado-body-3-text: सरकार मुख्यमंत्री लाडो लक्ष्मी योजना को 4 फेज में शुरू करेगी। पहले फेज में उन महिलाओं को शामिल किया जाएगा जो आर्थिक रूप से बहुत ज्यादा कमजोर हैं। अभी सरकार ने 1.80 लाख रुपए वार्षिक आय के अंतर्गत आने वाली महिलाओं को सरकार ने टारगेट किया है। सरकार ने पहले फेज में इस योजना का लाभ 50 लाख महिलाओं को देने की प्लानिंग की है। सूत्रों की मानें तो इस योजना के तहत सरकार की ओर से कमजोर वर्ग की महिलाओं को ही लाभ दिया जाएगा। <box>343 858 518 1015</box>
union-bank-brand-sub: of India <box>991 637 1026 646</box>
ub-cell: 38,41,583.20 <box>1327 925 1417 951</box>
cm-headline-2b: को लेकर की बैठक <box>1039 117 1266 156</box>
finance-box-title: वित्त विभाग के अधिकारी प्रस्तावों की वित्तीय जांच की शुद्धता के लिए उत्तरदायी होंगे <box>171 1586 318 1629</box>
missing-ad-appeal: यदि किसी भी व्यक्ति को इस लापता लड़की के बारे में कोई जानकारी या सुराग मिले तो अधोलिखित को सूचित करने की कृपा करें:- <box>536 2078 806 2102</box>
lado-body-3 <box>343 838 518 1248</box>
cm-meeting-photo <box>1076 222 1422 444</box>
lado-body-2-text: लाडो लक्ष्मी योजना समाज के आर्थिक रूप से कमजोर वर्गों की महिलाओं को एक स्थिर, वित्तीय सहायता प्रदान करने के उद्देश्य से बनाई गई है। 2,100 रुपए मासिक हस्तांतरण का उद्देश्य वित्तीय निर्भरता को कम करना और महिलाओं को अधिक आत्मनिर्भर बनाना है। इस योजना का ऐलान भाजपा ने विधानसभा चुनाव से पहले अपने चुनावी घोषणा पत्र में किया था। सबसे अहम बात यह है कि मुख्यमंत्री नायब सैनी ने अपने पहले बजट में इस योजना के लिए 5000 करोड़ रुपए का बजट भी आवंटित किया है। <box>158 874 333 1031</box>
sonth-notice: नीलामी हेतु विज्ञप्ति <box>663 873 755 889</box>
sonth-cell: 2.2 <box>676 975 711 991</box>
missing-ad-station: थानाध्यक्ष थाना बुध विहार, दिल्ली ● दूरभाष सं.: 9999484499 <box>587 2133 816 2144</box>
cm-headline-2a: सुदृढ़ीकरण <box>898 117 1028 156</box>
cm-body-2 <box>1076 490 1244 590</box>
ub-cell: 4,12,61,305 <box>1142 847 1255 873</box>
youth-headline-1: अंतर्राज्यीय युवा आदान-प्रदान कार्यक्रम <box>528 614 796 636</box>
missing-ad-title: गुमशुदा की तलाश <box>532 1872 820 1900</box>
union-bank-sign: प्राधिकृत अधिकारी, यूनियन बैंक ऑफ इंडिया <box>1270 1102 1417 1113</box>
ub-cell: कैश क्रेडिट (122613100000256) <box>930 873 1039 899</box>
hinduja-cell: 2 <box>534 1281 552 1317</box>
sonth-address: आर बी आई द्वारा पंजीकृत गैर बैंकिंग वित्तीय संस्था। पता - ए-2, शंकर गार्डन, विकासपुरी, दिल्ली-110018 <box>564 847 854 870</box>
sonth-cell <box>711 991 799 1007</box>
lado-headline-2a: सकता है <box>8 654 94 685</box>
brand-small: NAVODAYA TIMES <box>100 4 179 14</box>
sonth-title: सौंफ फिनकॉर्प प्रा. लि. <box>645 827 773 845</box>
finance-headline-2b: प्रस्तावों की जांच <box>196 1513 340 1541</box>
